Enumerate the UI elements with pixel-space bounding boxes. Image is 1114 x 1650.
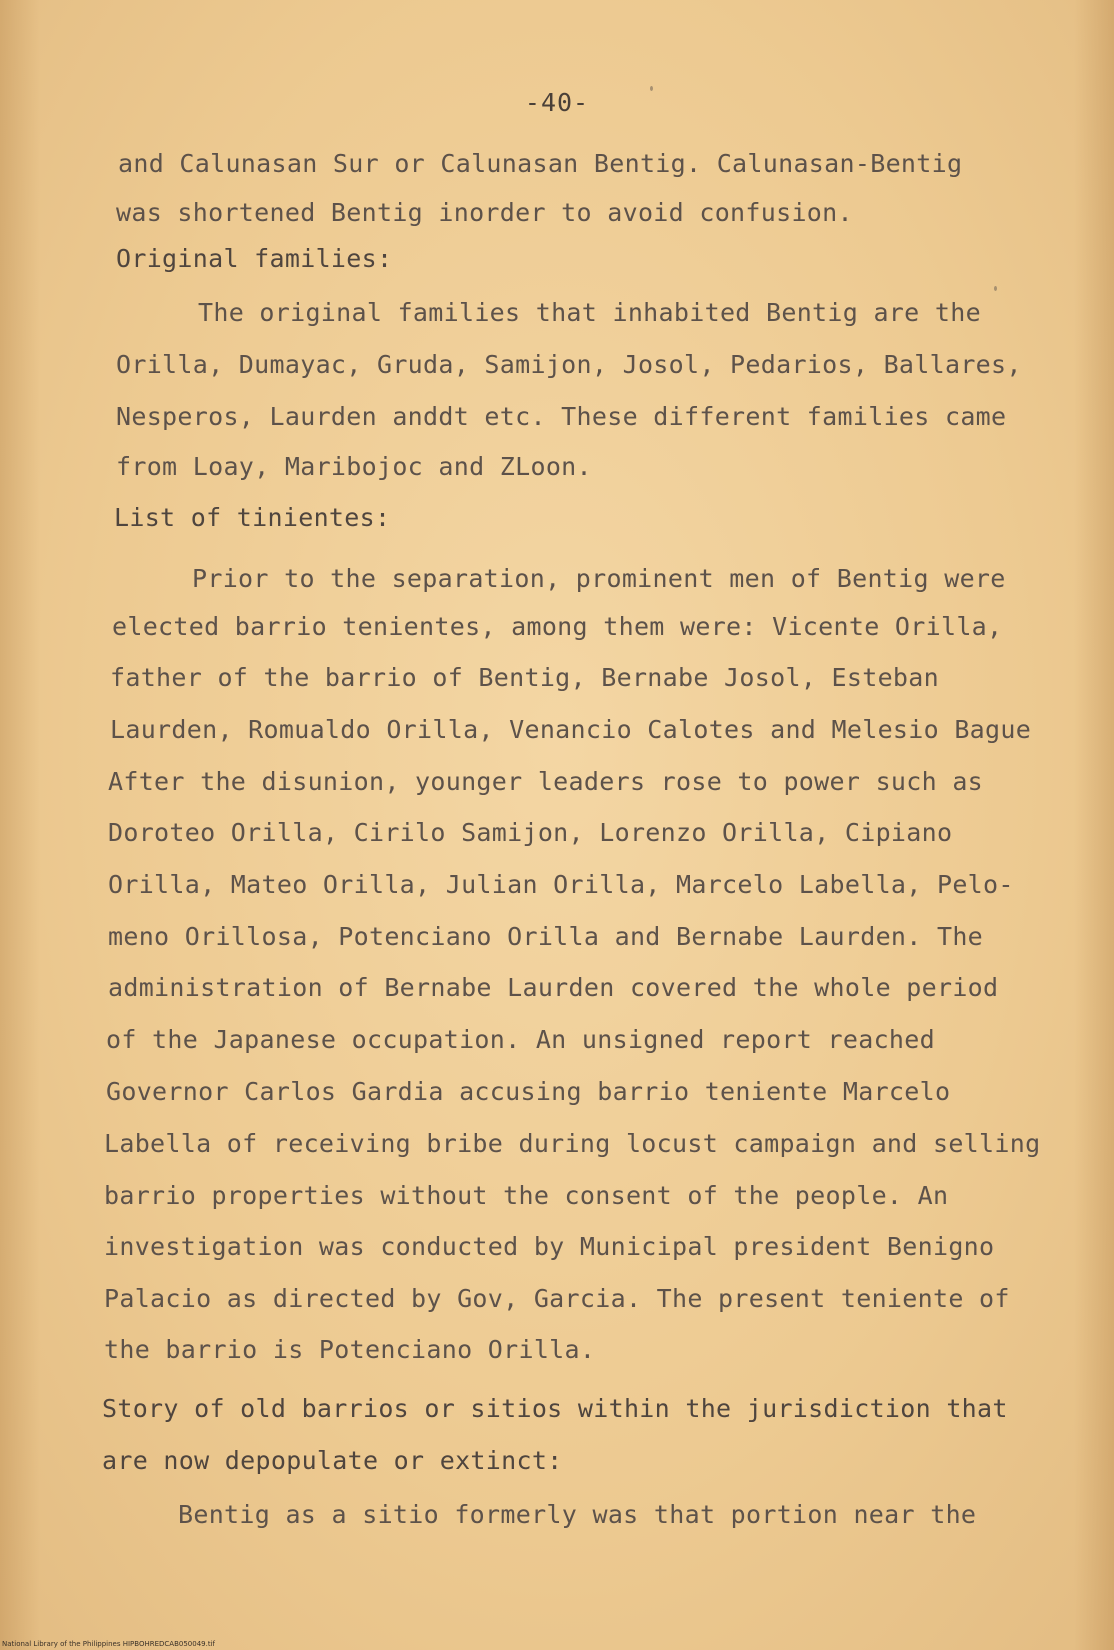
- text-line: elected barrio tenientes, among them were: Vicente Orilla,: [112, 612, 1003, 641]
- text-line: and Calunasan Sur or Calunasan Bentig. Calunasan-Bentig: [118, 149, 963, 178]
- text-line: Prior to the separation, prominent men of Bentig were: [192, 564, 1006, 593]
- text-line: Laurden, Romualdo Orilla, Venancio Calotes and Melesio Bague: [110, 715, 1032, 744]
- ink-speck: [994, 286, 997, 291]
- text-line: Doroteo Orilla, Cirilo Samijon, Lorenzo Orilla, Cipiano: [108, 818, 953, 847]
- text-line: Labella of receiving bribe during locust campaign and selling: [104, 1129, 1041, 1158]
- text-line: After the disunion, younger leaders rose to power such as: [108, 767, 984, 796]
- text-line: administration of Bernabe Laurden covered the whole period: [108, 973, 999, 1002]
- text-line: Orilla, Dumayac, Gruda, Samijon, Josol, Pedarios, Ballares,: [116, 350, 1022, 379]
- text-line: of the Japanese occupation. An unsigned report reached: [106, 1025, 935, 1054]
- section-heading: Original families:: [116, 244, 393, 273]
- text-line: father of the barrio of Bentig, Bernabe Josol, Esteban: [110, 663, 939, 692]
- text-line: The original families that inhabited Bentig are the: [198, 298, 981, 327]
- text-line: the barrio is Potenciano Orilla.: [104, 1335, 596, 1364]
- section-heading: List of tinientes:: [114, 503, 391, 532]
- text-line: Governor Carlos Gardia accusing barrio teniente Marcelo: [106, 1077, 951, 1106]
- text-line: Palacio as directed by Gov, Garcia. The present teniente of: [104, 1284, 1010, 1313]
- text-line: meno Orillosa, Potenciano Orilla and Bernabe Laurden. The: [108, 922, 984, 951]
- text-line: Nesperos, Laurden anddt etc. These different families came: [116, 402, 1007, 431]
- text-line: was shortened Bentig inorder to avoid confusion.: [116, 198, 853, 227]
- text-line: Orilla, Mateo Orilla, Julian Orilla, Marcelo Labella, Pelo-: [108, 870, 1014, 899]
- text-line: from Loay, Maribojoc and ZLoon.: [116, 452, 592, 481]
- section-heading: Story of old barrios or sitios within the jurisdiction that: [102, 1394, 1008, 1423]
- text-line: Bentig as a sitio formerly was that portion near the: [178, 1500, 977, 1529]
- ink-speck: [650, 86, 653, 91]
- archive-footer: National Library of the Philippines HIPBOHREDCAB050049.tif: [2, 1640, 215, 1648]
- page-number: -40-: [524, 88, 590, 117]
- text-line: investigation was conducted by Municipal president Benigno: [104, 1232, 995, 1261]
- text-line: barrio properties without the consent of the people. An: [104, 1181, 949, 1210]
- section-heading: are now depopulate or extinct:: [102, 1446, 563, 1475]
